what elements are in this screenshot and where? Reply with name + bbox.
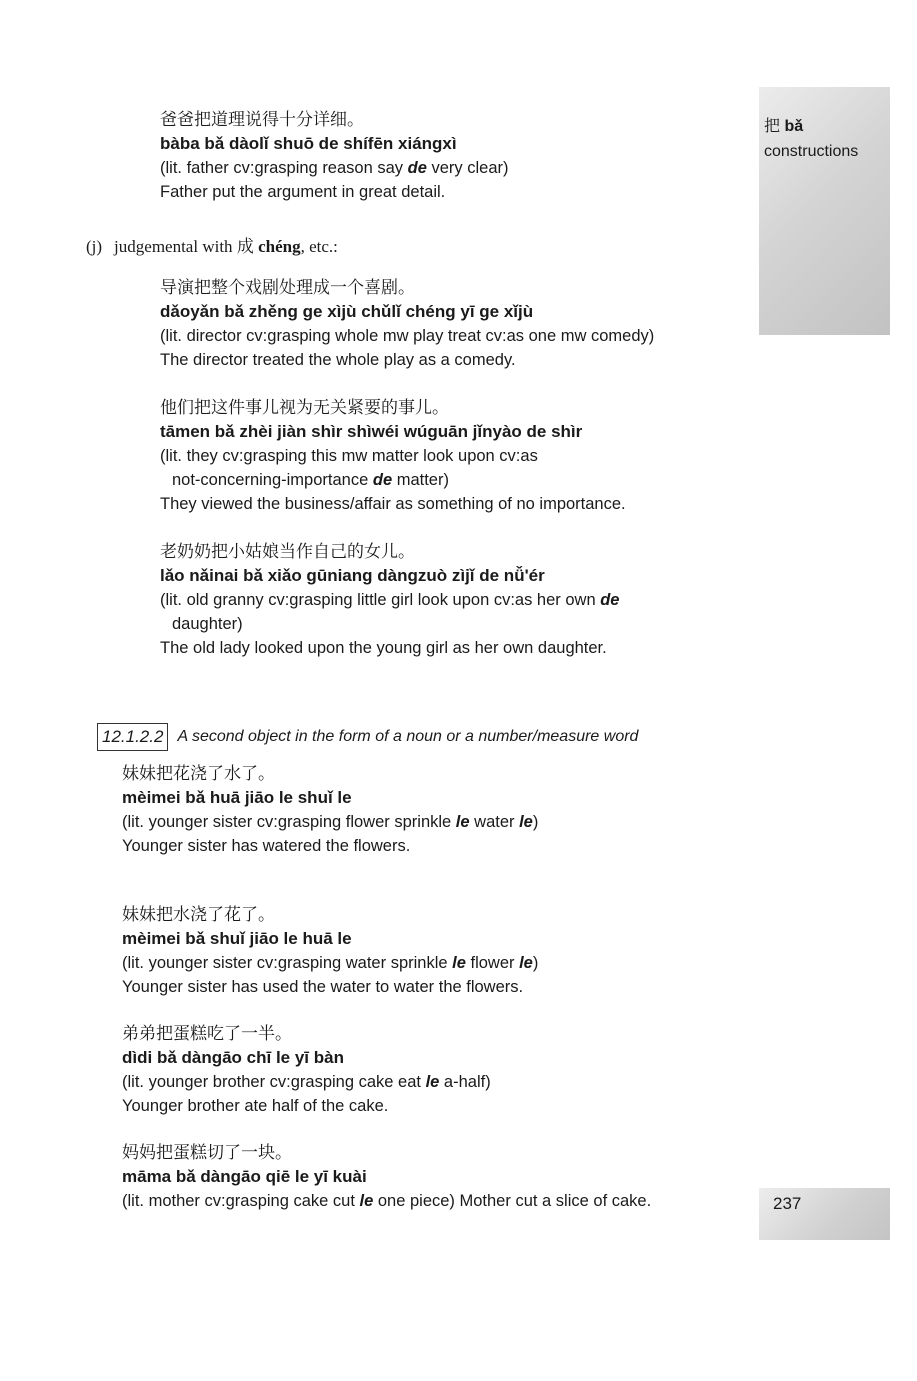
example-gloss-line2: daughter) <box>172 615 243 633</box>
running-head-label: constructions <box>764 143 859 160</box>
example-gloss: (lit. father cv:grasping reason say de very clear) <box>160 159 509 177</box>
example-chinese: 老奶奶把小姑娘当作自己的女儿。 <box>160 542 415 562</box>
example-chinese: 妹妹把花浇了水了。 <box>122 764 275 784</box>
example-gloss: (lit. director cv:grasping whole mw play treat cv:as one mw comedy) <box>160 327 655 345</box>
example-pinyin: mèimei bǎ huā jiāo le shuǐ le <box>122 788 352 807</box>
pinyin-cheng: chéng <box>258 237 301 256</box>
section-heading <box>97 722 638 752</box>
example-block <box>160 108 509 204</box>
example-block <box>160 396 626 516</box>
section-number: 12.1.2.2 <box>97 723 168 751</box>
example-gloss-line2: not-concerning-importance de matter) <box>172 471 449 489</box>
example-chinese: 导演把整个戏剧处理成一个喜剧。 <box>160 278 415 298</box>
example-gloss: (lit. younger sister cv:grasping flower sprinkle le water le) <box>122 813 539 831</box>
hanzi-cheng: 成 <box>236 237 254 256</box>
example-translation: Father put the argument in great detail. <box>160 183 446 201</box>
example-pinyin: mèimei bǎ shuǐ jiāo le huā le <box>122 929 352 948</box>
example-block <box>122 762 538 858</box>
example-chinese: 弟弟把蛋糕吃了一半。 <box>122 1024 292 1044</box>
example-translation: Younger sister has watered the flowers. <box>122 837 411 855</box>
example-translation: The old lady looked upon the young girl as her own daughter. <box>160 639 607 657</box>
example-translation: Younger sister has used the water to water the flowers. <box>122 978 524 996</box>
running-head-hanzi: 把 <box>764 116 781 135</box>
example-pinyin: tāmen bǎ zhèi jiàn shìr shìwéi wúguān jǐnyào de shìr <box>160 422 583 441</box>
example-gloss: (lit. younger brother cv:grasping cake eat le a-half) <box>122 1073 491 1091</box>
list-item-label: (j) <box>86 237 103 256</box>
example-pinyin: dǎoyǎn bǎ zhěng ge xìjù chǔlǐ chéng yī ge xǐjù <box>160 302 534 321</box>
running-head <box>764 113 858 164</box>
example-block <box>122 1141 651 1213</box>
example-translation: They viewed the business/affair as something of no importance. <box>160 495 626 513</box>
example-block <box>122 1022 491 1118</box>
example-chinese: 妹妹把水浇了花了。 <box>122 905 275 925</box>
page-number: 237 <box>773 1194 802 1213</box>
example-gloss-line1: (lit. old granny cv:grasping little girl look upon cv:as her own de <box>160 591 620 609</box>
example-translation: Younger brother ate half of the cake. <box>122 1097 389 1115</box>
example-gloss-line1: (lit. they cv:grasping this mw matter look upon cv:as <box>160 447 538 465</box>
example-chinese: 他们把这件事儿视为无关紧要的事儿。 <box>160 398 449 418</box>
example-pinyin: dìdi bǎ dàngāo chī le yī bàn <box>122 1048 344 1067</box>
example-translation: The director treated the whole play as a comedy. <box>160 351 516 369</box>
example-pinyin: māma bǎ dàngāo qiē le yī kuài <box>122 1167 367 1186</box>
example-pinyin: lǎo nǎinai bǎ xiǎo gūniang dàngzuò zìjǐ de nǚ'ér <box>160 566 545 585</box>
example-chinese: 妈妈把蛋糕切了一块。 <box>122 1143 292 1163</box>
example-block <box>160 276 654 372</box>
example-block <box>122 903 538 999</box>
example-pinyin: bàba bǎ dàolǐ shuō de shífēn xiángxì <box>160 134 457 153</box>
section-title: A second object in the form of a noun or a number/measure word <box>177 728 639 745</box>
list-item-heading: (j) judgemental with 成 chéng, etc.: <box>86 237 338 256</box>
example-gloss: (lit. mother cv:grasping cake cut le one piece) Mother cut a slice of cake. <box>122 1192 652 1210</box>
example-chinese: 爸爸把道理说得十分详细。 <box>160 110 364 130</box>
example-gloss: (lit. younger sister cv:grasping water sprinkle le flower le) <box>122 954 539 972</box>
example-block <box>160 540 619 660</box>
running-head-pinyin: bǎ <box>784 118 804 135</box>
